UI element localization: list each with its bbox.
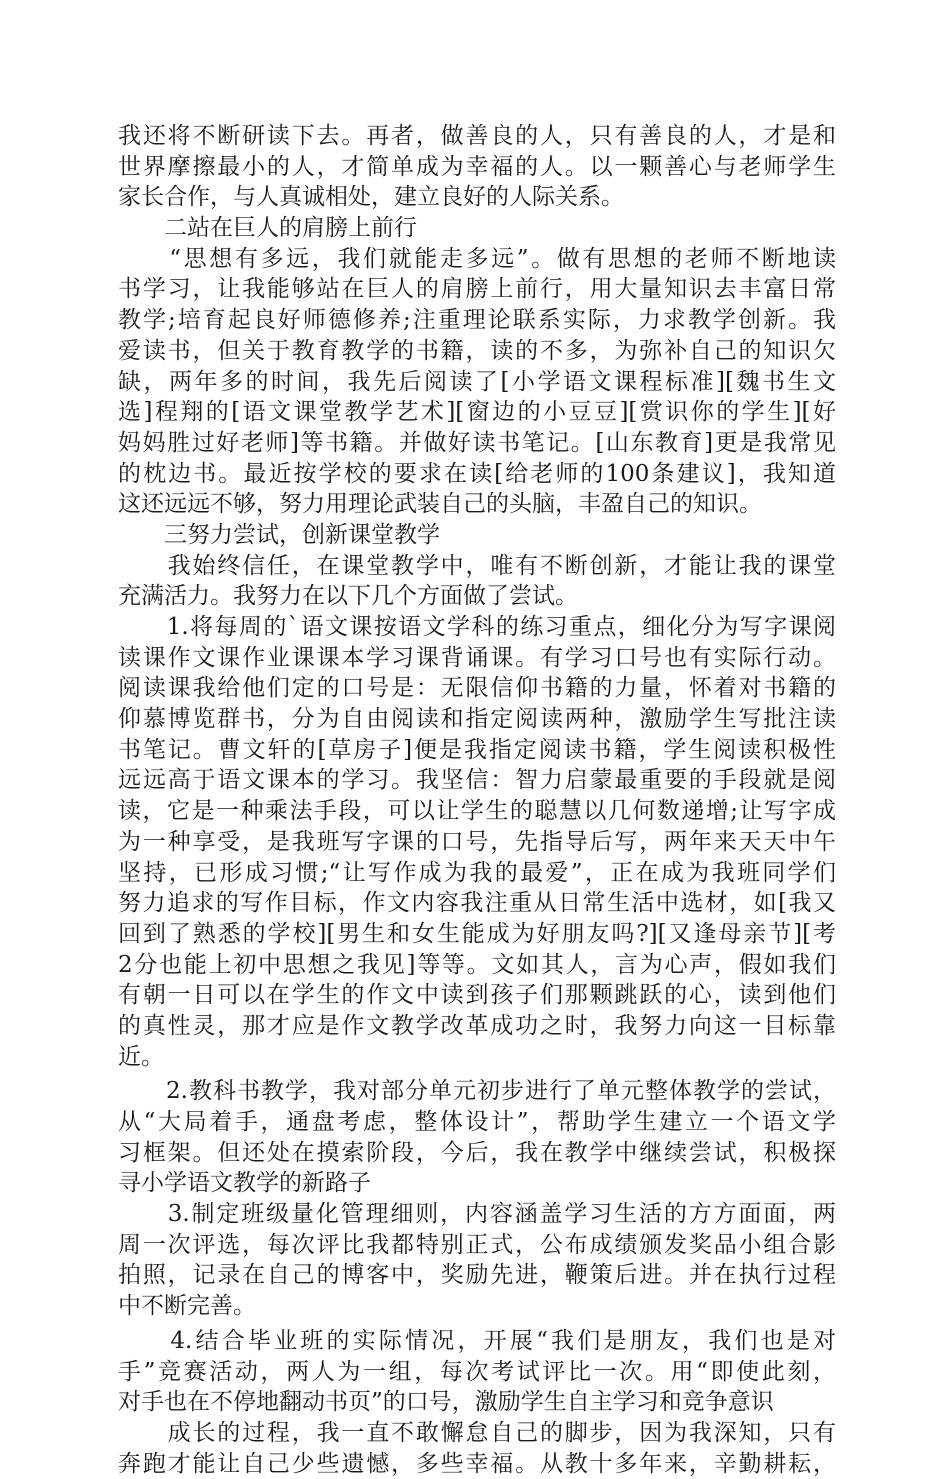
text-line: 奔跑才能让自己少些遗憾，多些幸福。从教十多年来，辛勤耕耘， bbox=[118, 1450, 836, 1477]
text-line: 的枕边书。最近按学校的要求在读[给老师的100条建议]，我知道 bbox=[118, 460, 836, 487]
section-heading: 二站在巨人的肩膀上前行 bbox=[118, 215, 417, 242]
text-line: 妈妈胜过好老师]等书籍。并做好读书笔记。[山东教育]更是我常见 bbox=[118, 429, 836, 456]
text-line: 选]程翔的[语文课堂教学艺术][窗边的小豆豆][赏识你的学生][好 bbox=[118, 399, 836, 426]
text-line: 从“大局着手，通盘考虑，整体设计”，帮助学生建立一个语文学 bbox=[118, 1109, 836, 1135]
text-line: 手”竞赛活动，两人为一组，每次考试评比一次。用“即使此刻， bbox=[118, 1358, 836, 1385]
section-heading: 三努力尝试，创新课堂教学 bbox=[118, 521, 440, 548]
text-line: 有朝一日可以在学生的作文中读到孩子们那颗跳跃的心，读到他们 bbox=[118, 982, 836, 1009]
text-line: 周一次评选，每次评比我都特别正式，公布成绩颁发奖品小组合影 bbox=[118, 1231, 836, 1258]
text-line: “思想有多远，我们就能走多远”。做有思想的老师不断地读 bbox=[118, 245, 836, 272]
text-line: 2分也能上初中思想之我见]等等。文如其人，言为心声，假如我们 bbox=[118, 951, 836, 978]
text-line: 1.将每周的`语文课按语文学科的练习重点，细化分为写字课阅 bbox=[118, 614, 836, 640]
text-line: 4.结合毕业班的实际情况，开展“我们是朋友，我们也是对 bbox=[118, 1327, 836, 1354]
text-line: 寻小学语文教学的新路子 bbox=[118, 1170, 371, 1197]
text-line: 家长合作，与人真诚相处，建立良好的人际关系。 bbox=[118, 184, 624, 211]
text-line: 阅读课我给他们定的口号是：无限信仰书籍的力量，怀着对书籍的 bbox=[118, 675, 836, 702]
text-line: 书笔记。曹文轩的[草房子]便是我指定阅读书籍，学生阅读积极性 bbox=[118, 736, 836, 763]
text-line: 坚持，已形成习惯;“让写作成为我的最爱”，正在成为我班同学们 bbox=[118, 859, 836, 886]
text-line: 仰慕博览群书，分为自由阅读和指定阅读两种，激励学生写批注读 bbox=[118, 706, 836, 733]
text-line: 近。 bbox=[118, 1043, 164, 1070]
text-line: 对手也在不停地翻动书页”的口号，激励学生自主学习和竞争意识 bbox=[118, 1389, 774, 1416]
text-line: 习框架。但还处在摸索阶段，今后，我在教学中继续尝试，积极探 bbox=[118, 1139, 836, 1166]
text-line: 中不断完善。 bbox=[118, 1293, 256, 1320]
text-line: 2.教科书教学，我对部分单元初步进行了单元整体教学的尝试， bbox=[118, 1078, 836, 1105]
text-line: 读，它是一种乘法手段，可以让学生的聪慧以几何数递增;让写字成 bbox=[118, 798, 836, 825]
text-line: 努力追求的写作目标，作文内容我注重从日常生活中选材，如[我又 bbox=[118, 890, 836, 917]
text-line: 为一种享受，是我班写字课的口号，先指导后写，两年来天天中午 bbox=[118, 828, 836, 855]
text-line: 教学;培育起良好师德修养;注重理论联系实际，力求教学创新。我 bbox=[118, 307, 836, 334]
text-line: 世界摩擦最小的人，才简单成为幸福的人。以一颗善心与老师学生 bbox=[118, 153, 836, 180]
text-line: 回到了熟悉的学校][男生和女生能成为好朋友吗?][又逢母亲节][考 bbox=[118, 920, 836, 947]
text-line: 成长的过程，我一直不敢懈怠自己的脚步，因为我深知，只有 bbox=[118, 1419, 836, 1446]
text-line: 3.制定班级量化管理细则，内容涵盖学习生活的方方面面，两 bbox=[118, 1201, 836, 1228]
text-line: 远远高于语文课本的学习。我坚信：智力启蒙最重要的手段就是阅 bbox=[118, 767, 836, 794]
text-line: 这还远远不够，努力用理论武装自己的头脑，丰盈自己的知识。 bbox=[118, 491, 762, 518]
document-page bbox=[118, 121, 836, 1479]
text-line: 读课作文课作业课课本学习课背诵课。有学习口号也有实际行动。 bbox=[118, 644, 836, 671]
text-line: 书学习，让我能够站在巨人的肩膀上前行，用大量知识去丰富日常 bbox=[118, 276, 836, 303]
text-line: 我还将不断研读下去。再者，做善良的人，只有善良的人，才是和 bbox=[118, 123, 836, 149]
text-line: 缺，两年多的时间，我先后阅读了[小学语文课程标准][魏书生文 bbox=[118, 368, 836, 395]
text-line: 爱读书，但关于教育教学的书籍，读的不多，为弥补自己的知识欠 bbox=[118, 337, 836, 364]
text-line: 充满活力。我努力在以下几个方面做了尝试。 bbox=[118, 583, 578, 610]
text-line: 我始终信任，在课堂教学中，唯有不断创新，才能让我的课堂 bbox=[118, 552, 836, 579]
text-line: 拍照，记录在自己的博客中，奖励先进，鞭策后进。并在执行过程 bbox=[118, 1262, 836, 1289]
text-line: 的真性灵，那才应是作文教学改革成功之时，我努力向这一目标靠 bbox=[118, 1012, 836, 1039]
